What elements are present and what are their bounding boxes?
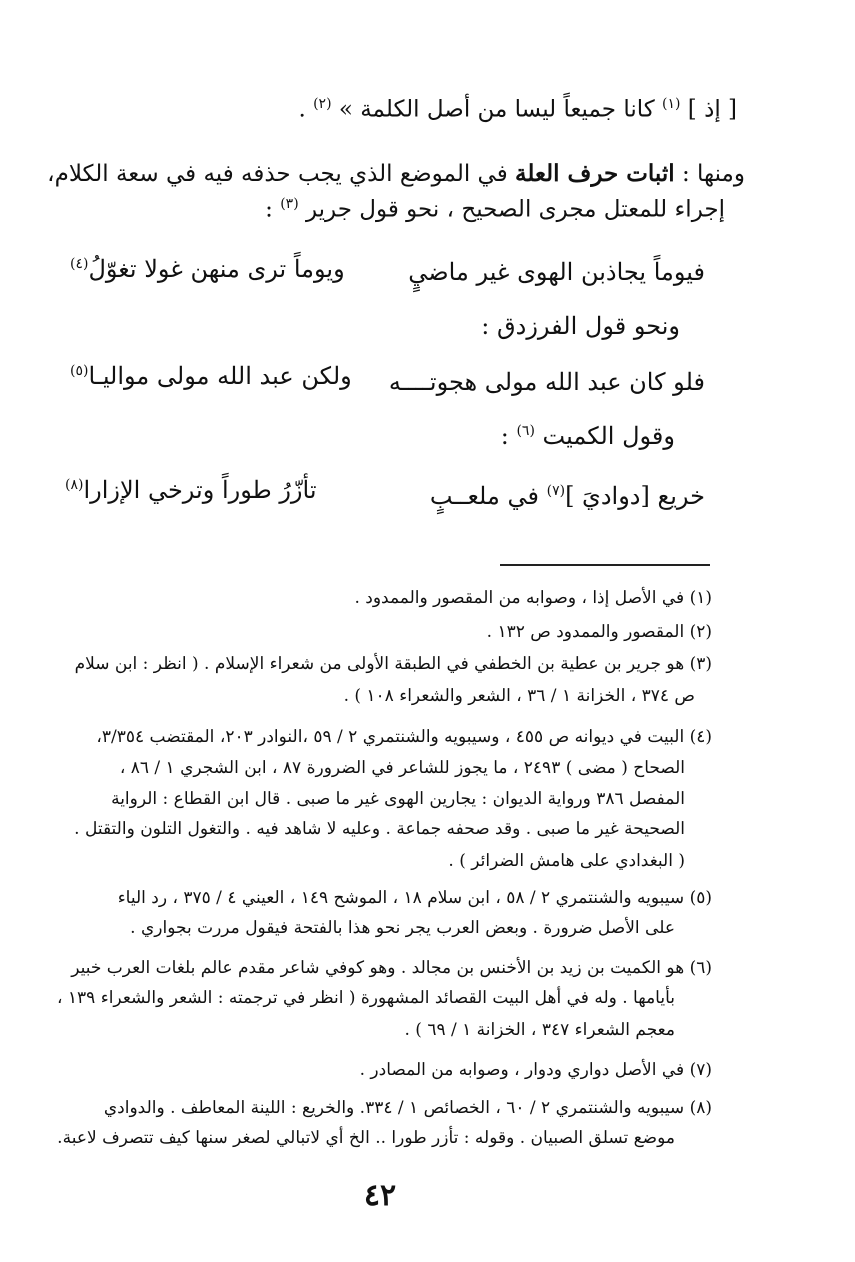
verse-3-first-text-b: في ملعــبٍ [429, 482, 539, 510]
verse-1-first-hemistich: فيوماً يجاذبن الهوى غير ماضيٍ [408, 258, 705, 286]
footnote-ref-6: (٦) [516, 423, 535, 439]
line-2-rest: في الموضع الذي يجب حذفه فيه في سعة الكلام، [47, 161, 516, 187]
footnote-line: (٨) سيبويه والشنتمري ٢ / ٦٠ ، الخصائص ١ / ٣٣٤. والخريع : اللينة المعاطف . والدوادي [103, 1098, 712, 1118]
footnote-line: ص ٣٧٤ ، الخزانة ١ / ٣٦ ، الشعر والشعراء ١٠٨ ) . [343, 686, 695, 706]
footnote-ref-4: (٤) [70, 256, 89, 272]
footnote-line: ( البغدادي على هامش الضرائر ) . [448, 851, 685, 871]
footnote-line: (٤) البيت في ديوانه ص ٤٥٥ ، وسيبويه والشنتمري ٢ / ٥٩ ،النوادر ٢٠٣، المقتضب ٣/٣٥٤، [96, 727, 712, 747]
footnote-line: على الأصل ضرورة . وبعض العرب يجر نحو هذا بالفتحة فيقول مررت بجواري . [130, 918, 675, 938]
footnote-ref-8: (٨) [65, 477, 84, 493]
page-number: ٤٢ [363, 1178, 397, 1213]
bracket-word: [ إذ ] [687, 96, 737, 123]
text-line-3 [265, 196, 725, 223]
footnote-ref-5: (٥) [70, 363, 89, 379]
footnote-line: بأيامها . وله في أهل البيت القصائد المشهورة ( انظر في ترجمته : الشعر والشعراء ١٣٩ ، [57, 988, 675, 1008]
line-2-start: ومنها : [674, 161, 745, 187]
verse-3-second-hemistich [65, 476, 317, 504]
verse-1-second-hemistich [70, 255, 345, 283]
text-line-2 [47, 160, 745, 187]
verse-2-second-text: ولكن عبد الله مولى مواليـا [88, 362, 352, 390]
line-1-end: . [298, 96, 306, 123]
verse-2-second-hemistich [70, 362, 352, 390]
footnote-line: المفصل ٣٨٦ ورواية الديوان : يجارين الهوى غير ما صبى . قال ابن القطاع : الرواية [111, 789, 685, 809]
bold-term: اثبات حرف العلة [515, 160, 675, 187]
verse-1-second-text: ويوماً ترى منهن غولا تغوّلُ [88, 255, 345, 283]
footnote-line: موضع تسلق الصبيان . وقوله : تأزر طورا .. الخ أي لاتبالي لصغر سنها كيف تتصرف لاعبة. [57, 1128, 675, 1148]
footnote-line: (١) في الأصل إذا ، وصوابه من المقصور والممدود . [354, 588, 712, 608]
verse-3-intro [501, 422, 675, 450]
footnote-ref-1: (١) [662, 96, 681, 112]
footnote-line: معجم الشعراء ٣٤٧ ، الخزانة ١ / ٦٩ ) . [404, 1020, 675, 1040]
verse-2-intro: ونحو قول الفرزدق : [481, 312, 680, 340]
footnote-line: الصحاح ( مضى ) ٢٤٩٣ ، ما يجوز للشاعر في الضرورة ٨٧ ، ابن الشجري ١ / ٨٦ ، [119, 758, 685, 778]
verse-3-intro-text: وقول الكميت [542, 422, 675, 450]
footnote-line: الصحيحة غير ما صبى . وقد صحفه جماعة . وعليه لا شاهد فيه . والتغول التلون والتقتل . [74, 819, 685, 839]
footnote-line: (٦) هو الكميت بن زيد بن الأخنس بن مجالد . وهو كوفي شاعر مقدم عالم بلغات العرب خبير [71, 958, 712, 978]
footnote-line: (٥) سيبويه والشنتمري ٢ / ٥٨ ، ابن سلام ١٨ ، الموشح ١٤٩ ، العيني ٤ / ٣٧٥ ، رد الياء [117, 888, 712, 908]
footnote-ref-3: (٣) [280, 196, 299, 212]
line-3-end: : [265, 196, 273, 223]
text-line-1 [298, 96, 737, 123]
footnote-line: (٢) المقصور والممدود ص ١٣٢ . [486, 622, 712, 642]
footnote-separator [500, 564, 710, 566]
verse-3-first-text-a: خريع [دواديَ ] [565, 482, 705, 510]
verse-3-intro-end: : [500, 422, 509, 450]
verse-3-first-hemistich [430, 482, 705, 510]
line-3-text: إجراء للمعتل مجرى الصحيح ، نحو قول جرير [305, 196, 725, 223]
verse-2-first-hemistich: فلو كان عبد الله مولى هجوتــــه [388, 368, 705, 396]
footnote-ref-2: (٢) [313, 96, 332, 112]
verse-3-second-text: تأزّرُ طوراً وترخي الإزارا [83, 476, 317, 504]
footnote-ref-7: (٧) [546, 483, 566, 499]
footnote-line: (٧) في الأصل دواري ودوار ، وصوابه من المصادر . [359, 1060, 712, 1080]
line-1-text: كانا جميعاً ليسا من أصل الكلمة » [338, 96, 655, 123]
footnote-line: (٣) هو جرير بن عطية بن الخطفي في الطبقة الأولى من شعراء الإسلام . ( انظر : ابن سلام [74, 654, 712, 674]
